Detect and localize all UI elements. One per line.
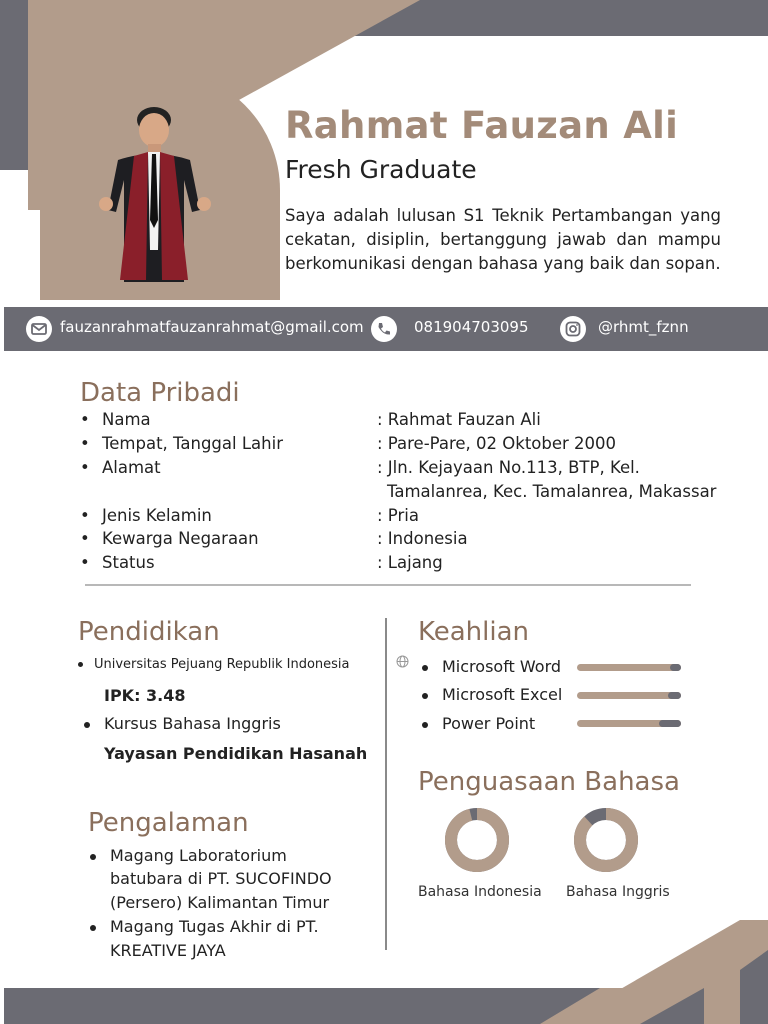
experience-item-1: Magang Laboratorium: [90, 846, 287, 865]
candidate-name: Rahmat Fauzan Ali: [285, 104, 679, 147]
language-rings: [430, 800, 660, 880]
personal-label-name: • Nama: [80, 410, 151, 429]
education-item-1: Universitas Pejuang Republik Indonesia: [78, 657, 350, 672]
contact-bar: [4, 307, 768, 351]
contact-phone[interactable]: 081904703095: [414, 318, 529, 336]
personal-label-address: • Alamat: [80, 458, 161, 477]
contact-instagram[interactable]: @rhmt_fznn: [598, 318, 689, 336]
personal-value-address-line2: Tamalanrea, Kec. Tamalanrea, Makassar: [387, 482, 717, 501]
personal-label-birth: • Tempat, Tanggal Lahir: [80, 434, 283, 453]
language-ring-level: [451, 814, 503, 866]
divider-vertical: [385, 618, 387, 950]
divider-horizontal: [85, 584, 691, 586]
globe-icon: [396, 655, 409, 671]
phone-icon: [371, 316, 397, 342]
experience-item-2: Magang Tugas Akhir di PT.: [90, 917, 319, 936]
education-item-1-detail: IPK: 3.48: [104, 686, 186, 705]
personal-value-name: : Rahmat Fauzan Ali: [377, 410, 541, 429]
skill-bar-end: [668, 692, 681, 699]
skill-powerpoint: Power Point: [422, 714, 535, 733]
personal-value-status: : Lajang: [377, 553, 443, 572]
instagram-icon: [560, 316, 586, 342]
profile-photo: [88, 100, 228, 290]
personal-value-gender: : Pria: [377, 506, 419, 525]
profile-summary: Saya adalah lulusan S1 Teknik Pertambangan yang cekatan, disiplin, bertanggung jawab dan mampu berkomunikasi dengan bahasa yang baik dan sopan.: [285, 206, 721, 273]
personal-label-gender: • Jenis Kelamin: [80, 506, 212, 525]
education-item-2: Kursus Bahasa Inggris: [84, 714, 281, 733]
contact-email[interactable]: fauzanrahmatfauzanrahmat@gmail.com: [60, 318, 364, 336]
mail-icon: [26, 316, 52, 342]
language-label-english: Bahasa Inggris: [566, 884, 670, 900]
skill-bar-end: [659, 720, 681, 727]
personal-label-citizenship: • Kewarga Negaraan: [80, 529, 259, 548]
skill-bar-track: [577, 692, 681, 699]
personal-value-birth: : Pare-Pare, 02 Oktober 2000: [377, 434, 617, 453]
personal-value-citizenship: : Indonesia: [377, 529, 468, 548]
experience-item-2-line2: KREATIVE JAYA: [110, 941, 226, 960]
skill-word: Microsoft Word: [422, 657, 561, 676]
section-title-experience: Pengalaman: [88, 808, 249, 838]
section-title-languages: Penguasaan Bahasa: [418, 767, 680, 797]
skill-bar-track: [577, 664, 681, 671]
experience-item-1-line2: batubara di PT. SUCOFINDO: [110, 869, 332, 888]
personal-value-address: : Jln. Kejayaan No.113, BTP, Kel.: [377, 458, 640, 477]
personal-label-status: • Status: [80, 553, 155, 572]
language-ring-level: [580, 814, 632, 866]
section-title-education: Pendidikan: [78, 617, 220, 647]
candidate-role: Fresh Graduate: [285, 155, 477, 184]
language-label-indonesia: Bahasa Indonesia: [418, 884, 542, 900]
section-title-personal: Data Pribadi: [80, 378, 240, 408]
skill-bar-end: [670, 664, 681, 671]
section-title-skills: Keahlian: [418, 617, 530, 647]
education-item-2-detail: Yayasan Pendidikan Hasanah: [104, 744, 368, 763]
experience-item-1-line3: (Persero) Kalimantan Timur: [110, 893, 330, 912]
skill-excel: Microsoft Excel: [422, 685, 562, 704]
